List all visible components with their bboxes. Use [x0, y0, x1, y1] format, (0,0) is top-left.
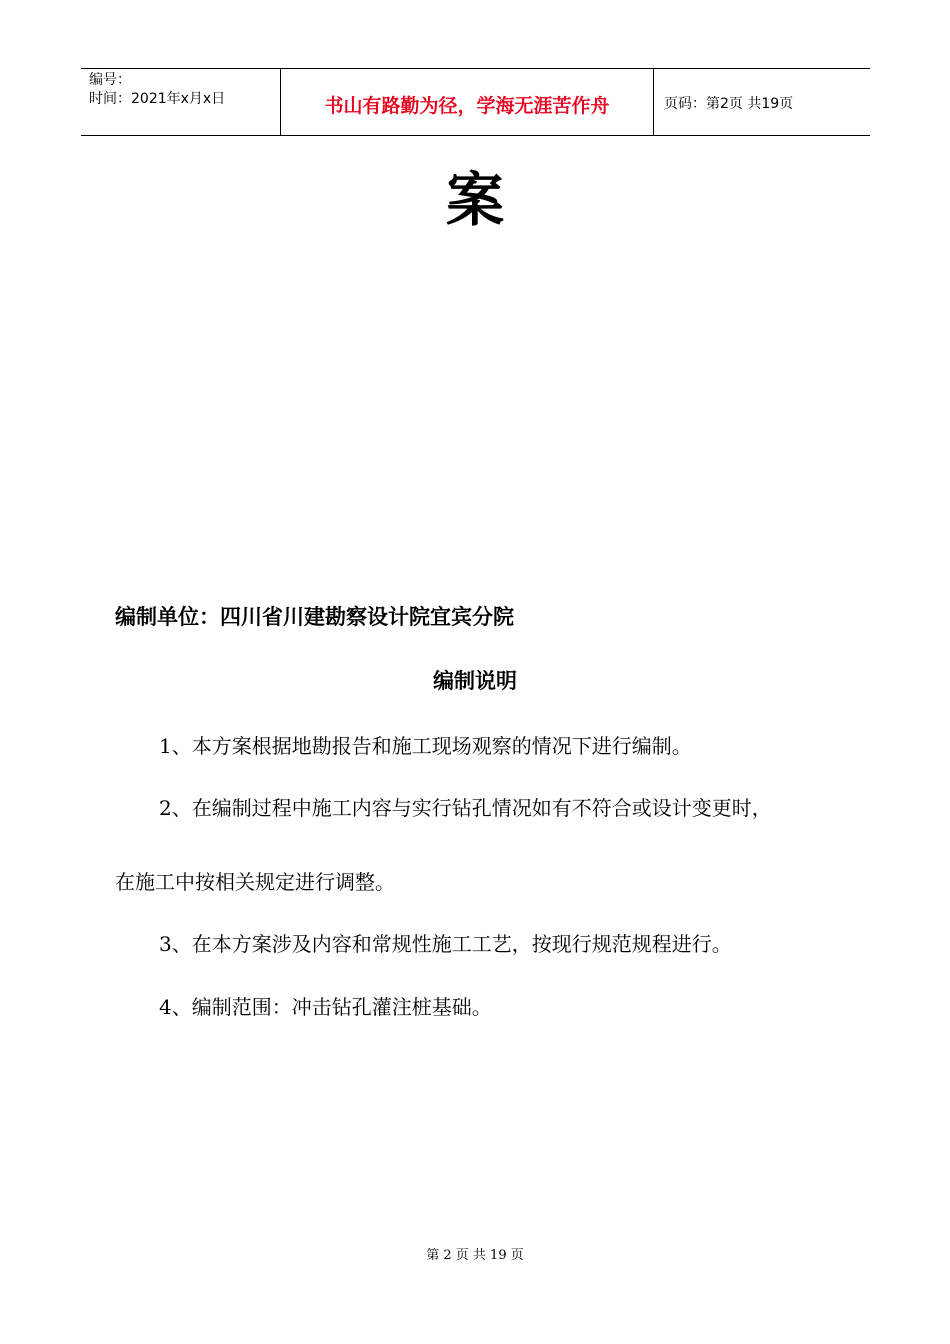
header-page-info: 页码：第2页 共19页: [664, 96, 794, 112]
document-number-label: 编号：: [89, 72, 131, 88]
explain-item-4: 4、编制范围：冲击钻孔灌注桩基础。: [159, 995, 492, 1019]
explain-item-2-continued: 在施工中按相关规定进行调整。: [115, 870, 395, 894]
page-header: [81, 68, 870, 136]
header-meta-cell: [81, 69, 281, 135]
page-footer: 第 2 页 共 19 页: [426, 1248, 524, 1263]
document-time: 时间：2021年x月x日: [89, 91, 226, 107]
explain-item-2: 2、在编制过程中施工内容与实行钻孔情况如有不符合或设计变更时，: [159, 796, 772, 820]
explain-item-3: 3、在本方案涉及内容和常规性施工工艺，按现行规范规程进行。: [159, 932, 732, 956]
explain-item-1: 1、本方案根据地勘报告和施工现场观察的情况下进行编制。: [159, 734, 692, 758]
header-motto: 书山有路勤为径，学海无涯苦作舟: [324, 94, 610, 117]
header-page-cell: [654, 69, 870, 135]
header-motto-cell: [281, 69, 654, 135]
section-title: 编制说明: [433, 669, 517, 693]
compiling-unit: 编制单位：四川省川建勘察设计院宜宾分院: [115, 605, 514, 629]
title-character: 案: [445, 166, 504, 234]
